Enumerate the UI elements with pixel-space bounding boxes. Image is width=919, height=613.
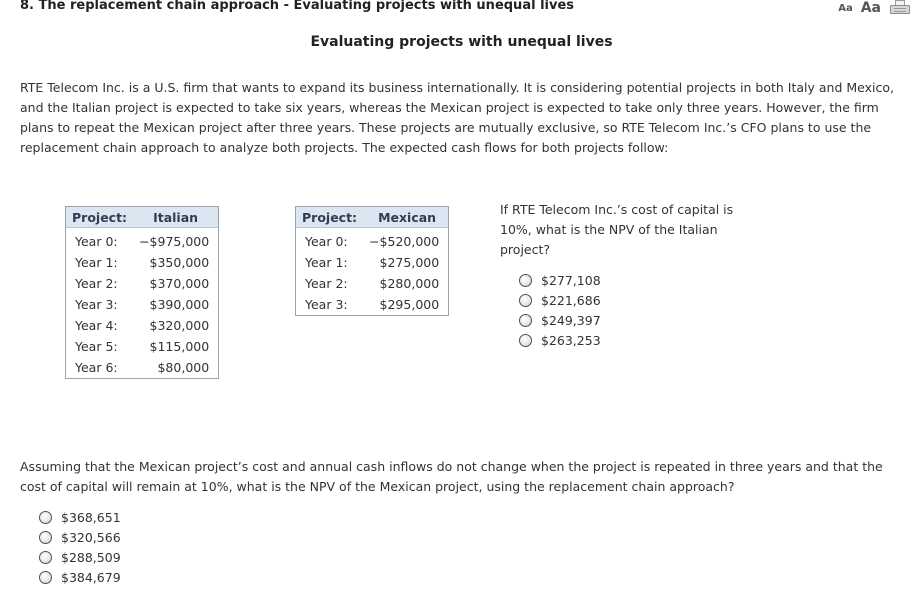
year-label: Year 2: [305,276,348,291]
increase-font-button[interactable]: Aa [860,0,881,16]
table-row [66,252,218,273]
cash-flow-value: $115,000 [149,339,210,354]
table-row [296,273,448,294]
answer-option[interactable] [519,310,601,330]
radio-button[interactable] [519,334,532,347]
cash-flow-value: $295,000 [379,297,440,312]
option-label: $288,509 [61,549,121,565]
intro-paragraph: RTE Telecom Inc. is a U.S. firm that wants to expand its business internationally. It is considering potential projects in both Italy and Mexico, and the Italian project is expected to take six years, whereas the Mexican project is expected to take only three years. However, the firm plans to repeat the Mexican project after three years. These projects are mutually exclusive, so RTE Telecom Inc.’s CFO plans to use the replacement chain approach to analyze both projects. The expected cash flows for both projects follow: [20,80,894,155]
radio-button[interactable] [519,294,532,307]
answer-options-mexican [39,507,121,587]
question-title: 8. The replacement chain approach - Evaluating projects with unequal lives [20,0,575,13]
answer-option[interactable] [39,507,121,527]
decrease-font-button[interactable]: Aa [838,3,853,14]
year-label: Year 1: [305,255,348,270]
answer-option[interactable] [519,290,601,310]
cash-flow-value: $275,000 [379,255,440,270]
cash-flow-value: $280,000 [379,276,440,291]
year-label: Year 1: [75,255,118,270]
answer-option[interactable] [39,527,121,547]
table-row [66,315,218,336]
year-label: Year 0: [305,234,348,249]
year-label: Year 2: [75,276,118,291]
cash-flow-value: $350,000 [149,255,210,270]
radio-button[interactable] [39,511,52,524]
table-row [66,336,218,357]
mexican-cash-flow-table [295,206,449,316]
option-label: $249,397 [541,312,601,328]
year-label: Year 3: [305,297,348,312]
question-npv-mexican: Assuming that the Mexican project’s cost and annual cash inflows do not change when the project is repeated in three years and that the cost of capital will remain at 10%, what is the NPV of the Mexican project, using the replacement chain approach? [20,459,883,494]
radio-button[interactable] [39,571,52,584]
table-row [66,357,218,378]
option-label: $221,686 [541,292,601,308]
cash-flow-value: $320,000 [149,318,210,333]
printer-icon[interactable] [889,0,911,16]
answer-option[interactable] [519,270,601,290]
radio-button[interactable] [39,551,52,564]
cash-flow-value: $370,000 [149,276,210,291]
year-label: Year 3: [75,297,118,312]
year-label: Year 6: [75,360,118,375]
answer-option[interactable] [519,330,601,350]
italian-cash-flow-table [65,206,219,379]
option-label: $320,566 [61,529,121,545]
project-label: Project: [296,207,363,228]
page-title: Evaluating projects with unequal lives [310,34,613,50]
table-row [296,228,448,252]
table-row [66,273,218,294]
cash-flow-value: $80,000 [157,360,210,375]
cash-flow-value: −$520,000 [369,234,440,249]
table-row [296,294,448,315]
option-label: $368,651 [61,509,121,525]
question-npv-italian: If RTE Telecom Inc.’s cost of capital is 10%, what is the NPV of the Italian project? [500,202,734,257]
project-name: Mexican [363,207,448,228]
answer-option[interactable] [39,547,121,567]
table-row [66,294,218,315]
answer-option[interactable] [39,567,121,587]
radio-button[interactable] [519,314,532,327]
option-label: $277,108 [541,272,601,288]
cash-flow-value: −$975,000 [139,234,210,249]
year-label: Year 5: [75,339,118,354]
table-header-row [66,207,218,228]
table-row [296,252,448,273]
project-name: Italian [133,207,218,228]
table-row [66,228,218,252]
radio-button[interactable] [519,274,532,287]
option-label: $384,679 [61,569,121,585]
table-header-row [296,207,448,228]
year-label: Year 4: [75,318,118,333]
year-label: Year 0: [75,234,118,249]
cash-flow-value: $390,000 [149,297,210,312]
radio-button[interactable] [39,531,52,544]
option-label: $263,253 [541,332,601,348]
project-label: Project: [66,207,133,228]
font-size-tools [838,0,911,16]
answer-options-italian [519,270,601,350]
